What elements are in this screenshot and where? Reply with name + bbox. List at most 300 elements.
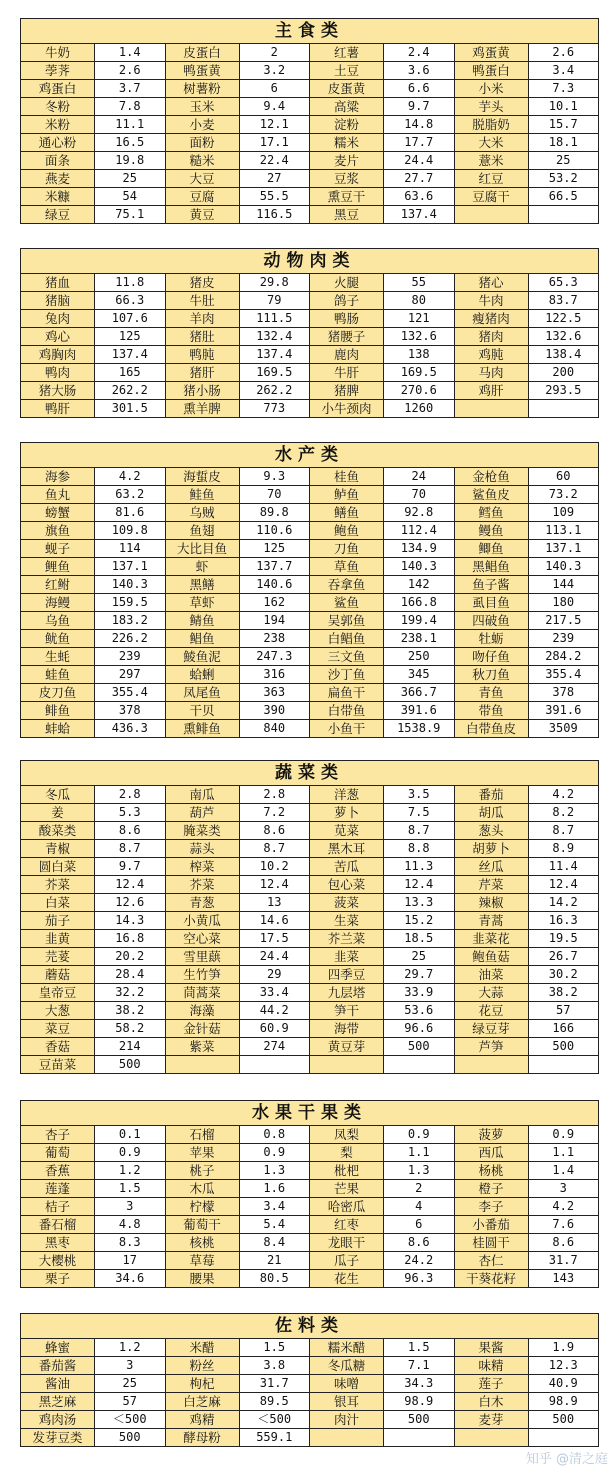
table-row: [21, 804, 599, 822]
purine-value-cell: 98.9: [384, 1393, 455, 1411]
food-name-cell: 鲳鱼: [165, 630, 239, 648]
purine-value-cell: [384, 1429, 455, 1447]
food-name-cell: 九层塔: [310, 984, 384, 1002]
purine-value-cell: 19.5: [528, 930, 599, 948]
food-name-cell: 萝卜: [310, 804, 384, 822]
table-row: [21, 116, 599, 134]
food-name-cell: 苹果: [165, 1144, 239, 1162]
purine-value-cell: 17: [95, 1252, 166, 1270]
purine-value-cell: 7.6: [528, 1216, 599, 1234]
food-name-cell: 冬瓜: [21, 786, 95, 804]
food-section-table: [20, 248, 598, 418]
purine-value-cell: 24.4: [239, 948, 310, 966]
food-name-cell: 糯米醋: [310, 1339, 384, 1357]
food-name-cell: 青鱼: [454, 684, 528, 702]
purine-value-cell: 8.6: [95, 822, 166, 840]
purine-value-cell: 3509: [528, 720, 599, 738]
food-name-cell: 鸡肝: [454, 382, 528, 400]
food-name-cell: 芹菜: [454, 876, 528, 894]
food-name-cell: 皇帝豆: [21, 984, 95, 1002]
food-name-cell: 麦片: [310, 152, 384, 170]
food-name-cell: 猪肝: [165, 364, 239, 382]
food-name-cell: 花生: [310, 1270, 384, 1288]
food-name-cell: 牛肝: [310, 364, 384, 382]
food-name-cell: 猪脑: [21, 292, 95, 310]
food-name-cell: 土豆: [310, 62, 384, 80]
purine-value-cell: 262.2: [239, 382, 310, 400]
food-name-cell: 蚬子: [21, 540, 95, 558]
food-name-cell: 面条: [21, 152, 95, 170]
table-row: [21, 930, 599, 948]
purine-value-cell: 70: [239, 486, 310, 504]
purine-value-cell: 5.3: [95, 804, 166, 822]
purine-value-cell: 169.5: [384, 364, 455, 382]
food-name-cell: 大葱: [21, 1002, 95, 1020]
table-row: [21, 612, 599, 630]
purine-value-cell: 132.6: [384, 328, 455, 346]
purine-value-cell: 0.8: [239, 1126, 310, 1144]
food-name-cell: 海带: [310, 1020, 384, 1038]
food-name-cell: 丝瓜: [454, 858, 528, 876]
purine-value-cell: 137.4: [384, 206, 455, 224]
food-name-cell: 韭黄: [21, 930, 95, 948]
purine-value-cell: 773: [239, 400, 310, 418]
purine-value-cell: 54: [95, 188, 166, 206]
purine-value-cell: 7.5: [384, 804, 455, 822]
food-name-cell: 海蜇皮: [165, 468, 239, 486]
purine-value-cell: 140.6: [239, 576, 310, 594]
purine-value-cell: 363: [239, 684, 310, 702]
food-name-cell: 螃蟹: [21, 504, 95, 522]
purine-value-cell: 125: [239, 540, 310, 558]
food-name-cell: 燕麦: [21, 170, 95, 188]
table-row: [21, 912, 599, 930]
purine-value-cell: 138: [384, 346, 455, 364]
food-name-cell: 鲑鱼: [165, 486, 239, 504]
purine-value-cell: 500: [95, 1056, 166, 1074]
purine-value-cell: 31.7: [239, 1375, 310, 1393]
table-row: [21, 558, 599, 576]
purine-value-cell: 17.7: [384, 134, 455, 152]
purine-value-cell: 6: [239, 80, 310, 98]
purine-value-cell: [528, 206, 599, 224]
purine-value-cell: 345: [384, 666, 455, 684]
purine-value-cell: ＜500: [239, 1411, 310, 1429]
purine-value-cell: 1.6: [239, 1180, 310, 1198]
purine-value-cell: 7.2: [239, 804, 310, 822]
purine-value-cell: 239: [528, 630, 599, 648]
food-name-cell: 秋刀鱼: [454, 666, 528, 684]
purine-value-cell: 12.4: [95, 876, 166, 894]
food-name-cell: 旗鱼: [21, 522, 95, 540]
table-row: [21, 1411, 599, 1429]
food-name-cell: 果酱: [454, 1339, 528, 1357]
table-row: [21, 522, 599, 540]
purine-value-cell: 7.8: [95, 98, 166, 116]
food-name-cell: 桂鱼: [310, 468, 384, 486]
purine-table: [20, 442, 599, 738]
food-name-cell: 沙丁鱼: [310, 666, 384, 684]
food-name-cell: 玉米: [165, 98, 239, 116]
food-name-cell: 树薯粉: [165, 80, 239, 98]
food-name-cell: 辣椒: [454, 894, 528, 912]
purine-value-cell: 110.6: [239, 522, 310, 540]
purine-value-cell: 53.2: [528, 170, 599, 188]
purine-value-cell: 111.5: [239, 310, 310, 328]
purine-value-cell: 63.2: [95, 486, 166, 504]
purine-value-cell: 143: [528, 1270, 599, 1288]
purine-value-cell: 89.8: [239, 504, 310, 522]
food-name-cell: 鸡胸肉: [21, 346, 95, 364]
purine-value-cell: 183.2: [95, 612, 166, 630]
food-name-cell: 糙米: [165, 152, 239, 170]
table-row: [21, 1357, 599, 1375]
purine-value-cell: 2.4: [384, 44, 455, 62]
food-section-table: [20, 18, 598, 224]
food-name-cell: 鸭肠: [310, 310, 384, 328]
purine-value-cell: 24.4: [384, 152, 455, 170]
food-name-cell: 草鱼: [310, 558, 384, 576]
food-name-cell: 黑芝麻: [21, 1393, 95, 1411]
purine-value-cell: 0.9: [528, 1126, 599, 1144]
purine-value-cell: 840: [239, 720, 310, 738]
purine-value-cell: 1.1: [528, 1144, 599, 1162]
food-name-cell: 白鲳鱼: [310, 630, 384, 648]
table-row: [21, 1020, 599, 1038]
purine-value-cell: 270.6: [384, 382, 455, 400]
purine-value-cell: 8.9: [528, 840, 599, 858]
food-name-cell: 高粱: [310, 98, 384, 116]
purine-value-cell: 194: [239, 612, 310, 630]
purine-value-cell: 12.6: [95, 894, 166, 912]
food-name-cell: 桂圆干: [454, 1234, 528, 1252]
purine-value-cell: 58.2: [95, 1020, 166, 1038]
food-name-cell: 鱼翅: [165, 522, 239, 540]
food-name-cell: 黄豆: [165, 206, 239, 224]
table-row: [21, 152, 599, 170]
purine-value-cell: 7.3: [528, 80, 599, 98]
food-name-cell: [310, 1429, 384, 1447]
food-name-cell: 海参: [21, 468, 95, 486]
table-row: [21, 382, 599, 400]
food-name-cell: 青椒: [21, 840, 95, 858]
food-name-cell: 味噌: [310, 1375, 384, 1393]
food-name-cell: 羊肉: [165, 310, 239, 328]
food-name-cell: 杨桃: [454, 1162, 528, 1180]
food-name-cell: 芥菜: [165, 876, 239, 894]
table-row: [21, 1375, 599, 1393]
food-name-cell: 猪血: [21, 274, 95, 292]
purine-value-cell: 138.4: [528, 346, 599, 364]
food-name-cell: 牛奶: [21, 44, 95, 62]
food-name-cell: 腰果: [165, 1270, 239, 1288]
food-name-cell: 刀鱼: [310, 540, 384, 558]
table-row: [21, 594, 599, 612]
purine-value-cell: 75.1: [95, 206, 166, 224]
food-name-cell: 生蚝: [21, 648, 95, 666]
food-name-cell: 紫菜: [165, 1038, 239, 1056]
food-name-cell: 番石榴: [21, 1216, 95, 1234]
purine-value-cell: 1.3: [239, 1162, 310, 1180]
purine-value-cell: 116.5: [239, 206, 310, 224]
food-name-cell: 生菜: [310, 912, 384, 930]
purine-value-cell: 5.4: [239, 1216, 310, 1234]
purine-value-cell: 238: [239, 630, 310, 648]
food-name-cell: 苋菜: [310, 822, 384, 840]
purine-value-cell: 25: [384, 948, 455, 966]
purine-value-cell: 274: [239, 1038, 310, 1056]
food-name-cell: 李子: [454, 1198, 528, 1216]
food-name-cell: 四季豆: [310, 966, 384, 984]
purine-value-cell: 1.1: [384, 1144, 455, 1162]
food-name-cell: 香蕉: [21, 1162, 95, 1180]
food-name-cell: [454, 1429, 528, 1447]
purine-value-cell: 53.6: [384, 1002, 455, 1020]
food-name-cell: 绿豆芽: [454, 1020, 528, 1038]
purine-value-cell: 57: [528, 1002, 599, 1020]
food-name-cell: 鳕鱼: [454, 504, 528, 522]
purine-value-cell: 9.3: [239, 468, 310, 486]
purine-value-cell: 1.9: [528, 1339, 599, 1357]
table-row: [21, 720, 599, 738]
food-name-cell: 姜: [21, 804, 95, 822]
food-name-cell: 鸭蛋黄: [165, 62, 239, 80]
food-name-cell: 鱼丸: [21, 486, 95, 504]
purine-value-cell: 14.8: [384, 116, 455, 134]
food-name-cell: 鲨鱼: [310, 594, 384, 612]
purine-value-cell: 137.1: [528, 540, 599, 558]
table-row: [21, 1216, 599, 1234]
purine-value-cell: 8.7: [239, 840, 310, 858]
food-name-cell: 四破鱼: [454, 612, 528, 630]
purine-value-cell: 132.6: [528, 328, 599, 346]
food-name-cell: 猪心: [454, 274, 528, 292]
purine-value-cell: 89.5: [239, 1393, 310, 1411]
food-name-cell: 油菜: [454, 966, 528, 984]
food-name-cell: 茄子: [21, 912, 95, 930]
table-row: [21, 822, 599, 840]
section-title: 主食类: [21, 19, 599, 44]
food-name-cell: 韭菜花: [454, 930, 528, 948]
purine-value-cell: 11.8: [95, 274, 166, 292]
food-name-cell: 鳝鱼: [310, 504, 384, 522]
food-name-cell: 金针菇: [165, 1020, 239, 1038]
table-row: [21, 1339, 599, 1357]
food-name-cell: 海鳗: [21, 594, 95, 612]
purine-value-cell: [528, 1429, 599, 1447]
food-name-cell: 蘑菇: [21, 966, 95, 984]
food-name-cell: 黑枣: [21, 1234, 95, 1252]
table-row: [21, 310, 599, 328]
food-name-cell: 乌鱼: [21, 612, 95, 630]
food-name-cell: 小黄瓜: [165, 912, 239, 930]
purine-value-cell: 38.2: [95, 1002, 166, 1020]
purine-value-cell: 34.6: [95, 1270, 166, 1288]
food-name-cell: 鱿鱼: [21, 630, 95, 648]
food-name-cell: 草虾: [165, 594, 239, 612]
purine-value-cell: 28.4: [95, 966, 166, 984]
food-name-cell: 哈密瓜: [310, 1198, 384, 1216]
purine-value-cell: 3.4: [239, 1198, 310, 1216]
purine-value-cell: 238.1: [384, 630, 455, 648]
purine-value-cell: 25: [528, 152, 599, 170]
purine-value-cell: 1538.9: [384, 720, 455, 738]
food-name-cell: 芥菜: [21, 876, 95, 894]
food-name-cell: 豆腐干: [454, 188, 528, 206]
purine-value-cell: 66.5: [528, 188, 599, 206]
purine-value-cell: 109.8: [95, 522, 166, 540]
purine-value-cell: [239, 1056, 310, 1074]
purine-value-cell: 140.3: [95, 576, 166, 594]
food-name-cell: 豆腐: [165, 188, 239, 206]
purine-value-cell: 38.2: [528, 984, 599, 1002]
purine-value-cell: 24: [384, 468, 455, 486]
purine-value-cell: 8.6: [528, 1234, 599, 1252]
purine-value-cell: 79: [239, 292, 310, 310]
purine-value-cell: 199.4: [384, 612, 455, 630]
food-name-cell: 菠萝: [454, 1126, 528, 1144]
purine-value-cell: 144: [528, 576, 599, 594]
food-name-cell: 西瓜: [454, 1144, 528, 1162]
food-name-cell: 鸡肫: [454, 346, 528, 364]
food-name-cell: 白菜: [21, 894, 95, 912]
food-name-cell: 三文鱼: [310, 648, 384, 666]
table-row: [21, 468, 599, 486]
purine-value-cell: 8.6: [384, 1234, 455, 1252]
section-header-row: [21, 249, 599, 274]
section-title: 佐料类: [21, 1314, 599, 1339]
purine-value-cell: 8.7: [95, 840, 166, 858]
food-name-cell: 石榴: [165, 1126, 239, 1144]
food-name-cell: 蒜头: [165, 840, 239, 858]
table-row: [21, 786, 599, 804]
food-name-cell: 猪脾: [310, 382, 384, 400]
food-name-cell: 扁鱼干: [310, 684, 384, 702]
food-name-cell: 大樱桃: [21, 1252, 95, 1270]
table-row: [21, 1393, 599, 1411]
food-name-cell: 鲤鱼: [21, 558, 95, 576]
food-name-cell: 荸荠: [21, 62, 95, 80]
purine-value-cell: 40.9: [528, 1375, 599, 1393]
food-name-cell: 莲蓬: [21, 1180, 95, 1198]
food-name-cell: 皮蛋黄: [310, 80, 384, 98]
purine-table: [20, 1100, 599, 1288]
food-name-cell: 马肉: [454, 364, 528, 382]
food-name-cell: 鲭鱼: [165, 612, 239, 630]
food-name-cell: 虾: [165, 558, 239, 576]
food-name-cell: 鲍鱼菇: [454, 948, 528, 966]
table-row: [21, 346, 599, 364]
food-name-cell: 芥兰菜: [310, 930, 384, 948]
food-name-cell: 皮刀鱼: [21, 684, 95, 702]
purine-value-cell: 4.2: [528, 786, 599, 804]
purine-value-cell: 14.6: [239, 912, 310, 930]
food-name-cell: 牡蛎: [454, 630, 528, 648]
purine-value-cell: 32.2: [95, 984, 166, 1002]
food-name-cell: 香菇: [21, 1038, 95, 1056]
table-row: [21, 170, 599, 188]
purine-value-cell: 293.5: [528, 382, 599, 400]
food-section-table: [20, 1100, 598, 1288]
purine-value-cell: 25: [95, 170, 166, 188]
purine-value-cell: 18.5: [384, 930, 455, 948]
food-name-cell: 黑豆: [310, 206, 384, 224]
food-name-cell: 瓜子: [310, 1252, 384, 1270]
food-name-cell: 芫荽: [21, 948, 95, 966]
purine-value-cell: 297: [95, 666, 166, 684]
purine-value-cell: 500: [384, 1411, 455, 1429]
food-name-cell: 草莓: [165, 1252, 239, 1270]
table-row: [21, 1180, 599, 1198]
food-name-cell: 干贝: [165, 702, 239, 720]
food-name-cell: 牛肉: [454, 292, 528, 310]
purine-value-cell: 239: [95, 648, 166, 666]
food-name-cell: 菠菜: [310, 894, 384, 912]
food-name-cell: 鸽子: [310, 292, 384, 310]
food-name-cell: 鲱鱼: [21, 702, 95, 720]
purine-value-cell: 366.7: [384, 684, 455, 702]
food-name-cell: 葱头: [454, 822, 528, 840]
table-row: [21, 504, 599, 522]
food-name-cell: 鲈鱼: [310, 486, 384, 504]
purine-value-cell: 10.1: [528, 98, 599, 116]
purine-value-cell: 83.7: [528, 292, 599, 310]
purine-value-cell: 391.6: [528, 702, 599, 720]
purine-value-cell: 166: [528, 1020, 599, 1038]
purine-value-cell: 355.4: [528, 666, 599, 684]
food-name-cell: 吻仔鱼: [454, 648, 528, 666]
table-row: [21, 1144, 599, 1162]
food-name-cell: 莲子: [454, 1375, 528, 1393]
purine-value-cell: 378: [528, 684, 599, 702]
purine-value-cell: 81.6: [95, 504, 166, 522]
food-name-cell: 龙眼干: [310, 1234, 384, 1252]
purine-value-cell: 6.6: [384, 80, 455, 98]
food-name-cell: [454, 1056, 528, 1074]
table-row: [21, 876, 599, 894]
purine-value-cell: 14.2: [528, 894, 599, 912]
purine-value-cell: 247.3: [239, 648, 310, 666]
purine-value-cell: 33.4: [239, 984, 310, 1002]
purine-value-cell: 214: [95, 1038, 166, 1056]
food-name-cell: 海藻: [165, 1002, 239, 1020]
food-name-cell: 糯米: [310, 134, 384, 152]
food-name-cell: [454, 400, 528, 418]
food-name-cell: 红薯: [310, 44, 384, 62]
food-section-table: [20, 1313, 598, 1447]
food-name-cell: 皮蛋白: [165, 44, 239, 62]
purine-value-cell: 8.8: [384, 840, 455, 858]
food-name-cell: 鯪鱼泥: [165, 648, 239, 666]
food-name-cell: 酱油: [21, 1375, 95, 1393]
purine-value-cell: 9.7: [95, 858, 166, 876]
purine-value-cell: 1.3: [384, 1162, 455, 1180]
purine-value-cell: 142: [384, 576, 455, 594]
food-name-cell: 桃子: [165, 1162, 239, 1180]
food-name-cell: 鲫鱼: [454, 540, 528, 558]
food-name-cell: 金枪鱼: [454, 468, 528, 486]
food-name-cell: 鸡心: [21, 328, 95, 346]
food-name-cell: 熏豆干: [310, 188, 384, 206]
food-name-cell: 枇杷: [310, 1162, 384, 1180]
purine-value-cell: 80: [384, 292, 455, 310]
purine-value-cell: 55: [384, 274, 455, 292]
food-name-cell: [165, 1056, 239, 1074]
food-name-cell: 蛤蜊: [165, 666, 239, 684]
purine-value-cell: 2.6: [95, 62, 166, 80]
purine-value-cell: 14.3: [95, 912, 166, 930]
purine-value-cell: [528, 1056, 599, 1074]
